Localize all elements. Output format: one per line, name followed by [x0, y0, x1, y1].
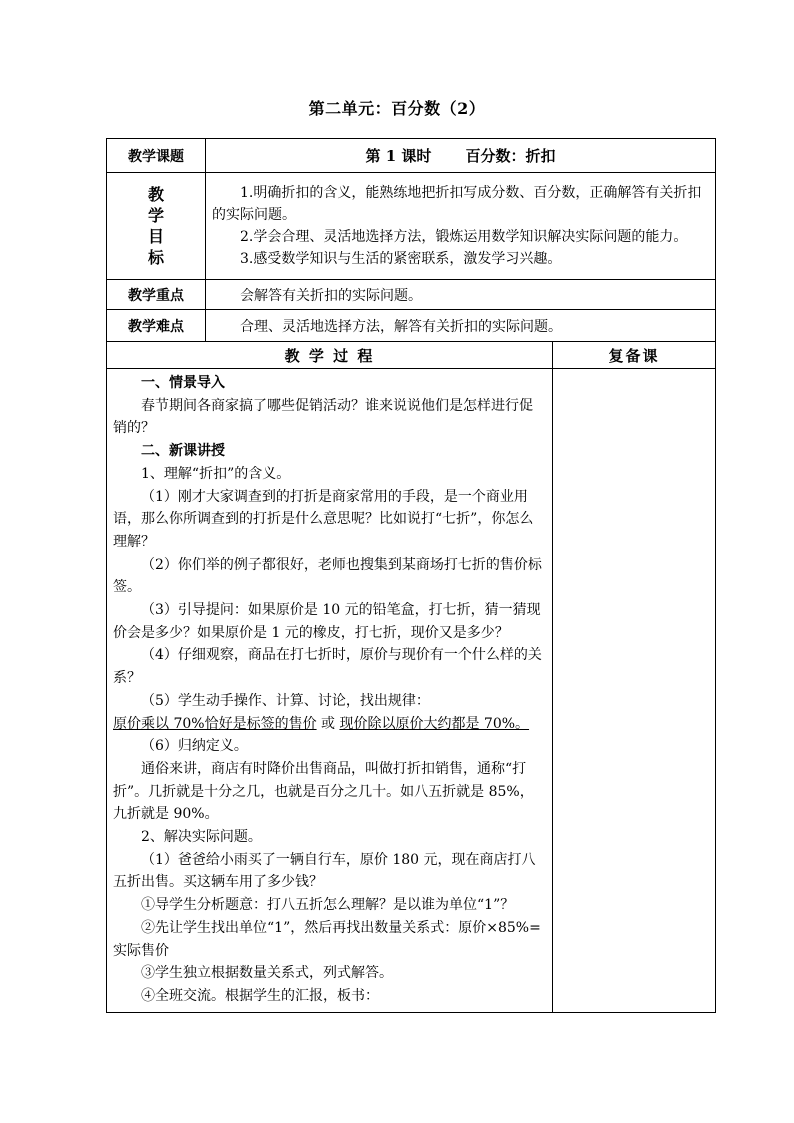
paragraph: （5）学生动手操作、计算、讨论，找出规律： [141, 692, 430, 709]
lesson-number: 第 1 课时 [365, 147, 432, 165]
process-content [107, 369, 553, 1013]
topic-label: 教学课题 [107, 139, 206, 173]
paragraph: ③学生独立根据数量关系式，列式解答。 [141, 965, 393, 982]
paragraph: ①导学生分析题意：打八五折怎么理解？是以谁为单位“1”？ [141, 897, 515, 914]
paragraph: 通俗来讲，商店有时降价出售商品，叫做打折扣销售，通称“打折”。几折就是十分之几，也就是百分之几十。如八五折就是 85%，九折就是 90%。 [113, 760, 534, 823]
lesson-title: 百分数：折扣 [465, 147, 556, 165]
review-notes-cell [553, 369, 716, 1013]
goals-label-char: 标 [147, 248, 164, 267]
rule-text-1: 原价乘以 70%恰好是标签的售价 [113, 715, 317, 732]
paragraph: （2）你们举的例子都很好，老师也搜集到某商场打七折的售价标签。 [113, 556, 542, 596]
difficulty-row [107, 310, 716, 342]
process-header: 教 学 过 程 [107, 342, 553, 369]
paragraph: ④全班交流。根据学生的汇报，板书： [141, 987, 379, 1004]
review-header: 复备课 [553, 342, 716, 369]
paragraph: （1）爸爸给小雨买了一辆自行车，原价 180 元，现在商店打八五折出售。买这辆车用了多少钱？ [113, 851, 536, 891]
topic-row [107, 139, 716, 173]
section-heading: 一、情景导入 [141, 375, 225, 391]
key-point-row [107, 280, 716, 310]
paragraph: （1）刚才大家调查到的打折是商家常用的手段，是一个商业用语，那么你所调查到的打折是什么意思呢？比如说打“七折”，你怎么理解？ [113, 488, 534, 550]
goal-item: 2.学会合理、灵活地选择方法，锻炼运用数学知识解决实际问题的能力。 [240, 229, 688, 245]
topic-value [206, 139, 716, 173]
difficulty-text: 合理、灵活地选择方法，解答有关折扣的实际问题。 [206, 310, 716, 342]
difficulty-label: 教学难点 [107, 310, 206, 342]
rule-connector: 或 [316, 715, 340, 732]
goal-item: 1.明确折扣的含义，能熟练地把折扣写成分数、百分数，正确解答有关折扣的实际问题。 [212, 185, 702, 223]
goals-list [206, 173, 716, 280]
goals-label-char: 教 [147, 185, 164, 204]
goals-label-char: 目 [147, 227, 164, 246]
paragraph: （4）仔细观察，商品在打七折时，原价与现价有一个什么样的关系？ [113, 647, 542, 687]
rule-text-2: 现价除以原价大约都是 70%。 [339, 715, 530, 732]
goals-label [107, 173, 206, 280]
process-body-row [107, 369, 716, 1013]
rule-paragraph [113, 713, 546, 736]
paragraph: 2、解决实际问题。 [141, 829, 262, 846]
goals-row [107, 173, 716, 280]
paragraph: 春节期间各商家搞了哪些促销活动？谁来说说他们是怎样进行促销的？ [113, 397, 533, 437]
goal-item: 3.感受数学知识与生活的紧密联系，激发学习兴趣。 [240, 251, 562, 267]
paragraph: 1、理解“折扣”的含义。 [141, 465, 291, 482]
paragraph: （6）归纳定义。 [141, 738, 248, 755]
document-title: 第二单元：百分数（2） [308, 99, 486, 118]
goals-label-char: 学 [147, 206, 164, 225]
process-header-row [107, 342, 716, 369]
paragraph: ②先让学生找出单位“1”，然后再找出数量关系式：原价×85%=实际售价 [113, 919, 541, 959]
key-point-text: 会解答有关折扣的实际问题。 [206, 280, 716, 310]
lesson-plan-table [106, 138, 716, 1013]
key-point-label: 教学重点 [107, 280, 206, 310]
paragraph: （3）引导提问：如果原价是 10 元的铅笔盒，打七折，猜一猜现价会是多少？如果原价是 1 元的橡皮，打七折，现价又是多少？ [113, 602, 541, 641]
section-heading: 二、新课讲授 [141, 443, 225, 460]
